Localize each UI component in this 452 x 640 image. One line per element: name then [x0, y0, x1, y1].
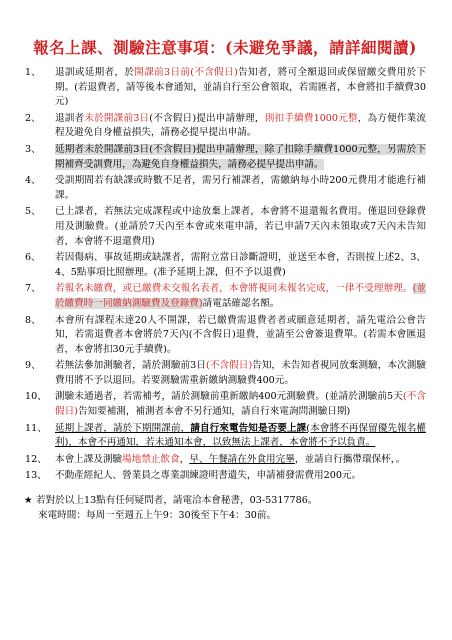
item-text-segment: 未於開課前3日	[84, 112, 150, 124]
item-text-segment: 請電話確認名額。	[202, 297, 280, 309]
notice-item	[24, 66, 426, 110]
item-number: 4、	[25, 175, 41, 187]
item-text-segment: 受訓期間若有缺課或時數不足者，需另行補課者，需繳納每小時200元費用才能進行補課。	[55, 175, 426, 201]
item-text-segment: ，為方便作業流程及避免自身權益損失，請務必提早提出申請。	[55, 112, 427, 139]
item-text-segment: (本會將不再保留優先報名權利)，本會不再通知，若未通知本會，以致無法上課者，本會將不予以負責。	[55, 422, 427, 449]
item-text	[55, 205, 426, 249]
notice-item	[24, 143, 426, 172]
item-text-segment: 場地禁止飲食	[122, 453, 180, 465]
notice-item	[24, 422, 426, 451]
item-text-segment: 本會上課及測驗	[55, 453, 123, 465]
item-text-segment: 退訓者	[55, 112, 85, 124]
item-text-segment: 不動產經紀人、營業員之專業訓練證明書遺失，申請補發需費用200元。	[55, 470, 362, 482]
item-text	[55, 112, 426, 141]
page-title: 報名上課、測驗注意事項：(未避免爭議，請詳細閱讀)	[33, 38, 417, 57]
notice-item	[24, 453, 426, 468]
item-text-segment: 則扣手續費1000元整	[264, 112, 358, 124]
notice-item	[24, 282, 426, 311]
item-text-segment: 測驗未通過者，若需補考，請於測驗前重新繳納400元測驗費。(並請於測驗前5天	[55, 391, 403, 403]
item-text-segment: (並於繳費時一同繳納測驗費及登錄費)	[55, 283, 427, 309]
item-text-segment: 退訓或延期者，於	[55, 67, 135, 78]
item-text-segment: 延期者未於開課前3日(不含假日)提出申請辦理，除了扣除手續費1000元整，另需於下期補齊受訓費用，為避免自身權益損失，請務必提早提出申請。	[55, 143, 426, 170]
item-text-segment: 本會所有課程未達20人不開課，若已繳費需退費者者或願意延期者，請先電洽公會告知，若需退費者本會將於7天內(不含假日)退費，並請至公會簽退費單。(若需本會匯退者，本會將扣30元手續費)。	[55, 314, 426, 355]
item-number: 5、	[25, 206, 41, 218]
notice-item	[24, 469, 426, 484]
item-number: 8、	[25, 314, 41, 326]
item-number: 6、	[25, 252, 41, 264]
item-number: 2、	[25, 112, 41, 124]
item-number: 11、	[25, 422, 47, 434]
item-text-segment: 若報名未繳費，或已繳費未交報名表者，本會將視同未報名完成，一律不受理辦理。	[55, 283, 413, 295]
item-text-segment: ，	[179, 453, 190, 465]
item-text-segment: 延期上課者，請於下期開課前，	[55, 422, 191, 434]
item-text-segment: 開課前3日前(不含假日)	[134, 67, 238, 78]
item-text	[55, 143, 426, 172]
contact-footer	[24, 494, 426, 523]
notice-item	[24, 251, 426, 280]
item-number: 10、	[25, 391, 47, 403]
notice-list	[24, 66, 426, 484]
item-number: 12、	[25, 453, 47, 465]
notice-item	[24, 390, 426, 419]
item-number: 9、	[25, 360, 41, 372]
item-text-segment: 告知要補測，補測者本會不另行通知，請自行來電詢問測驗日期)	[77, 406, 351, 418]
item-text-segment: (不含假日)	[206, 360, 253, 372]
item-text-segment: (不含假日)	[55, 391, 426, 418]
item-text-segment: 請自行來電告知是否要上課	[190, 422, 307, 434]
notice-item	[24, 174, 426, 203]
item-text-segment: 若無法參加測驗者，請於測驗前3日	[55, 360, 207, 372]
contact-line: 若對於以上13點有任何疑問者，請電洽本會秘書，03-5317786。	[36, 495, 318, 507]
item-text	[55, 359, 426, 388]
item-text	[55, 282, 426, 311]
item-text-segment: 若因傷病、事故延期或缺課者，需附立當日診斷證明，並送至本會，否則按上述2、3、4、5點事項比照辦理。(准予延期上課，但不予以退費)	[55, 252, 426, 278]
item-text-segment: 早、午餐請在外食用完畢	[189, 453, 295, 465]
item-number: 1、	[25, 67, 41, 78]
item-text	[55, 66, 426, 110]
item-text-segment: 已上課者，若無法完成課程或中途放棄上課者，本會將不退還報名費用。僅退回登錄費用及測驗費。(並請於7天內至本會或來電申請，若已申請7天內未領取或7天內未告知者，本會將不退還費用)	[55, 206, 426, 247]
item-text	[55, 390, 426, 419]
star-icon: ★	[24, 495, 33, 507]
item-text	[55, 422, 426, 451]
item-text	[55, 174, 426, 203]
item-text	[55, 314, 426, 358]
notice-item	[24, 359, 426, 388]
item-text	[55, 469, 426, 484]
contact-hours: 來電時間：每周一至週五上午9：30後至下午4：30前。	[38, 509, 277, 521]
item-text	[55, 453, 426, 468]
notice-item	[24, 112, 426, 141]
item-text-segment: ，並請自行攜帶環保杯，。	[294, 453, 406, 465]
notice-item	[24, 205, 426, 249]
item-text-segment: 告知，未告知者視同放棄測驗，本次測驗費用將不予以退回。若要測驗需重新繳納測驗費400元。	[55, 360, 426, 386]
item-number: 7、	[25, 283, 41, 295]
item-text-segment: (不含假日)提出申請辦理，	[149, 112, 265, 124]
item-text-segment: 告知者，將可全額退回或保留繳交費用於下期。(若退費者，請等後本會通知，並請自行至公會領取，若需匯者，本會將扣手續費30元)	[55, 67, 427, 108]
item-number: 3、	[25, 143, 41, 155]
notice-item	[24, 314, 426, 358]
item-text	[55, 251, 426, 280]
item-number: 13、	[25, 470, 47, 482]
